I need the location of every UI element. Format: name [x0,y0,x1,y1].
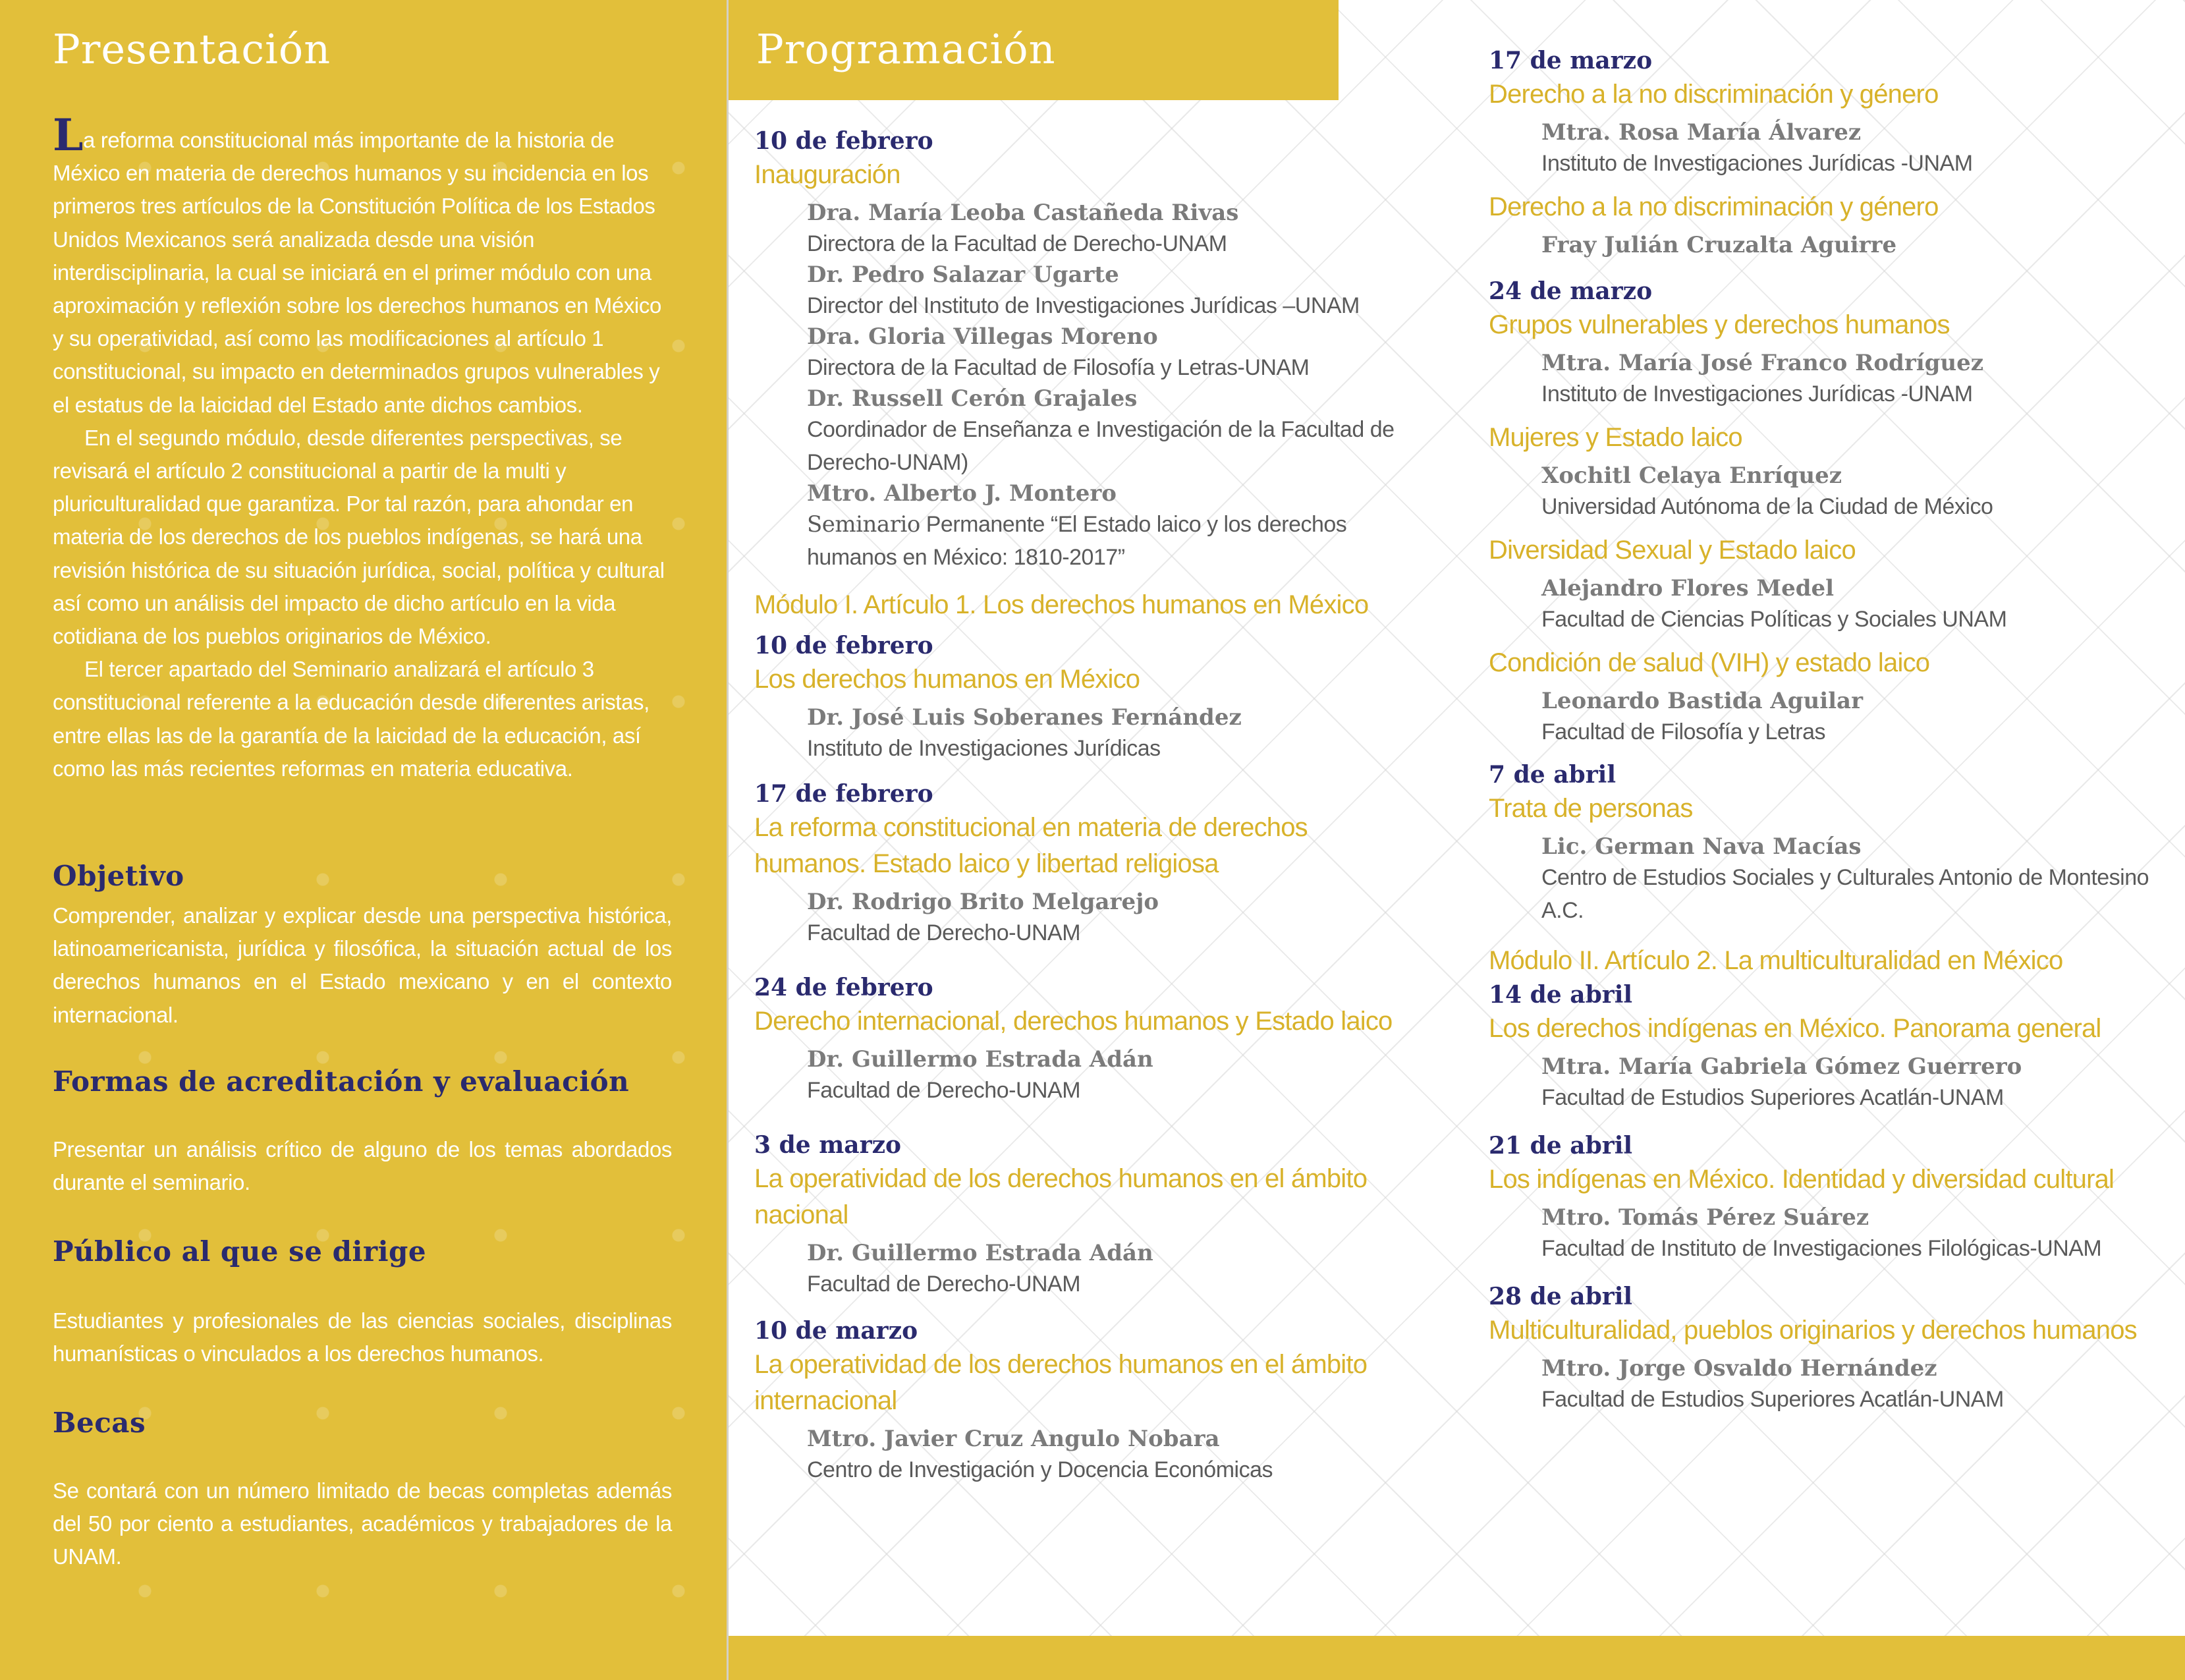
speaker-affiliation-text: Centro de Investigación y Docencia Económicas [807,1457,1273,1482]
speaker-affiliation-text: Instituto de Investigaciones Jurídicas -UNAM [1541,381,1973,406]
program-item [754,778,1413,949]
session-topic: Inauguración [754,160,900,189]
speaker-affiliation [1541,1081,2180,1114]
speaker-affiliation-text: Facultad de Derecho-UNAM [807,920,1081,945]
session-date: 24 de marzo [1489,277,1653,305]
speaker-affiliation [807,1074,1413,1107]
speaker-name: Xochitl Celaya Enríquez [1541,462,1842,489]
presentacion-paragraph-1-text: a reforma constitucional más importante de la historia de México en materia de derechos humanos y su incidencia en los primeros tres artículos de la Constitución Política de los Estados Unidos Mexicanos será analizada desde una visión interdisciplinaria, la cual se iniciará en el primer módulo con una aproximación y reflexión sobre los derechos humanos en México y su operatividad, así como las modificaciones al artículo 1 constitucional, su impacto en determinados grupos vulnerables y el estatus de la laicidad del Estado ante dichos cambios. [53,128,661,417]
presentation-panel [0,0,727,1680]
session-date: 24 de febrero [754,974,933,1001]
session-topic: Derecho internacional, derechos humanos y Estado laico [754,1007,1393,1036]
speaker-name: Mtro. Javier Cruz Angulo Nobara [807,1426,1220,1452]
program-item [1489,420,2180,523]
program-item [754,1315,1413,1486]
session-topic: Los derechos humanos en México [754,665,1140,694]
speaker-affiliation-prefix: Seminario [807,511,920,538]
speaker-affiliation [807,351,1413,384]
module-heading: Módulo I. Artículo 1. Los derechos humanos en México [754,590,1369,619]
dropcap: L [53,109,84,161]
speaker-affiliation [807,1453,1413,1486]
speaker-name: Lic. German Nava Macías [1541,833,1862,860]
session-topic: Diversidad Sexual y Estado laico [1489,536,1856,565]
session-date: 10 de febrero [754,127,933,155]
module-heading-block [1489,943,2180,979]
session-date: 21 de abril [1489,1132,1633,1160]
program-item [1489,1281,2180,1416]
speaker-name: Dr. Guillermo Estrada Adán [807,1046,1153,1073]
speaker-affiliation-text: Permanente “El Estado laico y los derechos humanos en México: 1810-2017” [807,512,1347,570]
speaker-list [754,1424,1413,1486]
program-item [1489,45,2180,180]
speaker-name: Dr. Russell Cerón Grajales [807,385,1138,412]
session-topic: La operatividad de los derechos humanos en el ámbito internacional [754,1350,1368,1415]
session-date: 10 de febrero [754,632,933,659]
session-topic: Trata de personas [1489,794,1693,823]
program-column-2 [1489,45,2180,1416]
presentacion-paragraph-3: El tercer apartado del Seminario analizará el artículo 3 constitucional referente a la educación desde diferentes aristas, entre ellas las de la garantía de la laicidad de la educación, así como las más recientes reformas en materia educativa. [53,657,650,781]
program-item [754,972,1413,1107]
speaker-affiliation [807,227,1413,260]
speaker-affiliation-text: Universidad Autónoma de la Ciudad de México [1541,494,1993,519]
speaker-list [754,1045,1413,1107]
speaker-name: Mtro. Alberto J. Montero [807,480,1117,507]
session-topic: Grupos vulnerables y derechos humanos [1489,310,1950,339]
speaker-affiliation [807,732,1413,765]
session-topic: Derecho a la no discriminación y género [1489,80,1939,109]
speaker-affiliation [807,289,1413,322]
publico-heading: Público al que se dirige [53,1235,427,1268]
programacion-title: Programación [756,25,1056,73]
acreditacion-heading: Formas de acreditación y evaluación [53,1065,630,1098]
speaker-name: Mtra. María José Franco Rodríguez [1541,350,1984,376]
speaker-name: Dr. Pedro Salazar Ugarte [807,262,1119,288]
speaker-name: Dr. Guillermo Estrada Adán [807,1240,1153,1266]
speaker-list [754,887,1413,949]
presentacion-body [53,109,672,785]
speaker-name: Mtro. Tomás Pérez Suárez [1541,1204,1869,1231]
session-topic: Derecho a la no discriminación y género [1489,192,1939,221]
speaker-list [754,198,1413,574]
presentacion-title: Presentación [53,25,331,73]
speaker-affiliation-text: Centro de Estudios Sociales y Culturales Antonio de Montesino A.C. [1541,865,2149,923]
speaker-list [1489,231,2180,260]
speaker-affiliation-text: Directora de la Facultad de Filosofía y Letras-UNAM [807,355,1310,380]
speaker-affiliation-text: Instituto de Investigaciones Jurídicas [807,736,1161,761]
program-item [1489,1130,2180,1265]
session-topic: Condición de salud (VIH) y estado laico [1489,648,1930,677]
speaker-name: Dr. Rodrigo Brito Melgarejo [807,889,1159,915]
speaker-list [754,703,1413,765]
session-topic: La operatividad de los derechos humanos en el ámbito nacional [754,1164,1368,1229]
speaker-affiliation-text: Directora de la Facultad de Derecho-UNAM [807,231,1227,256]
program-item [1489,275,2180,410]
bottom-bar [729,1636,2185,1680]
speaker-name: Alejandro Flores Medel [1541,575,1835,602]
speaker-name: Mtra. Rosa María Álvarez [1541,119,1862,146]
program-item [754,1129,1413,1301]
speaker-affiliation-text: Facultad de Filosofía y Letras [1541,719,1826,744]
publico-text: Estudiantes y profesionales de las ciencias sociales, disciplinas humanísticas o vinculados a los derechos humanos. [53,1308,672,1366]
program-item [1489,759,2180,927]
speaker-affiliation [807,508,1413,574]
session-topic: Multiculturalidad, pueblos originarios y derechos humanos [1489,1316,2137,1345]
speaker-affiliation-text: Facultad de Instituto de Investigaciones Filológicas-UNAM [1541,1236,2102,1261]
program-item [754,125,1413,574]
program-column-1 [754,125,1413,1486]
speaker-affiliation [1541,490,2180,523]
session-topic: Los derechos indígenas en México. Panorama general [1489,1014,2101,1043]
speaker-name: Mtro. Jorge Osvaldo Hernández [1541,1355,1937,1382]
speaker-affiliation [807,413,1413,479]
objetivo-text: Comprender, analizar y explicar desde una perspectiva histórica, latinoamericanista, jurídica y filosófica, la situación actual de los derechos humanos en el Estado mexicano y en el contexto internacional. [53,903,672,1027]
module-heading: Módulo II. Artículo 2. La multiculturalidad en México [1489,946,2063,975]
speaker-affiliation [1541,603,2180,636]
speaker-affiliation [807,1268,1413,1301]
speaker-list [754,1239,1413,1301]
program-item [754,630,1413,765]
speaker-affiliation-text: Director del Instituto de Investigaciones Jurídicas –UNAM [807,293,1360,318]
objetivo-heading: Objetivo [53,860,184,892]
session-topic: Mujeres y Estado laico [1489,423,1742,452]
speaker-affiliation-text: Facultad de Derecho-UNAM [807,1272,1081,1297]
session-date: 17 de marzo [1489,47,1653,74]
speaker-name: Dr. José Luis Soberanes Fernández [807,704,1242,731]
speaker-affiliation-text: Facultad de Ciencias Políticas y Sociales UNAM [1541,607,2007,632]
speaker-name: Leonardo Bastida Aguilar [1541,688,1863,714]
session-date: 14 de abril [1489,981,1633,1009]
presentacion-paragraph-1 [53,109,672,422]
speaker-list [1489,118,2180,180]
presentacion-paragraph-2: En el segundo módulo, desde diferentes perspectivas, se revisará el artículo 2 constitucional a partir de la multi y pluriculturalidad que garantiza. Por tal razón, para ahondar en materia de los derechos de los pueblos indígenas, se hará una revisión histórica de su situación jurídica, social, política y cultural así como un análisis del impacto de dicho artículo en la vida cotidiana de los pueblos originarios de México. [53,425,665,649]
speaker-list [1489,1203,2180,1265]
speaker-list [1489,461,2180,523]
session-topic: La reforma constitucional en materia de derechos humanos. Estado laico y libertad religiosa [754,813,1308,878]
speaker-name: Dra. Gloria Villegas Moreno [807,323,1158,350]
session-date: 28 de abril [1489,1283,1633,1310]
speaker-affiliation-text: Coordinador de Enseñanza e Investigación de la Facultad de Derecho-UNAM) [807,417,1395,475]
speaker-affiliation [1541,378,2180,410]
speaker-affiliation [1541,147,2180,180]
speaker-list [1489,349,2180,410]
speaker-list [1489,1354,2180,1416]
acreditacion-text: Presentar un análisis crítico de alguno de los temas abordados durante el seminario. [53,1137,672,1195]
speaker-affiliation-text: Facultad de Estudios Superiores Acatlán-UNAM [1541,1085,2004,1110]
speaker-list [1489,832,2180,927]
session-date: 17 de febrero [754,780,933,808]
speaker-affiliation [1541,715,2180,748]
program-item [1489,645,2180,748]
speaker-list [1489,686,2180,748]
speaker-affiliation-text: Facultad de Derecho-UNAM [807,1078,1081,1103]
becas-heading: Becas [53,1407,146,1439]
speaker-affiliation-text: Instituto de Investigaciones Jurídicas -UNAM [1541,151,1973,176]
speaker-affiliation [1541,861,2180,927]
session-date: 7 de abril [1489,761,1617,789]
program-item [1489,189,2180,260]
speaker-name: Dra. María Leoba Castañeda Rivas [807,200,1239,226]
program-item [1489,979,2180,1114]
speaker-affiliation-text: Facultad de Estudios Superiores Acatlán-UNAM [1541,1387,2004,1412]
session-date: 3 de marzo [754,1131,902,1159]
speaker-name: Fray Julián Cruzalta Aguirre [1541,232,1897,258]
speaker-name: Mtra. María Gabriela Gómez Guerrero [1541,1053,2022,1080]
session-date: 10 de marzo [754,1317,918,1345]
speaker-affiliation [807,916,1413,949]
speaker-list [1489,574,2180,636]
speaker-affiliation [1541,1383,2180,1416]
speaker-affiliation [1541,1232,2180,1265]
session-topic: Los indígenas en México. Identidad y diversidad cultural [1489,1165,2115,1194]
program-item [1489,532,2180,636]
becas-text: Se contará con un número limitado de becas completas además del 50 por ciento a estudiantes, académicos y trabajadores de la UNAM. [53,1478,672,1569]
module-heading-block [754,587,1413,623]
speaker-list [1489,1052,2180,1114]
